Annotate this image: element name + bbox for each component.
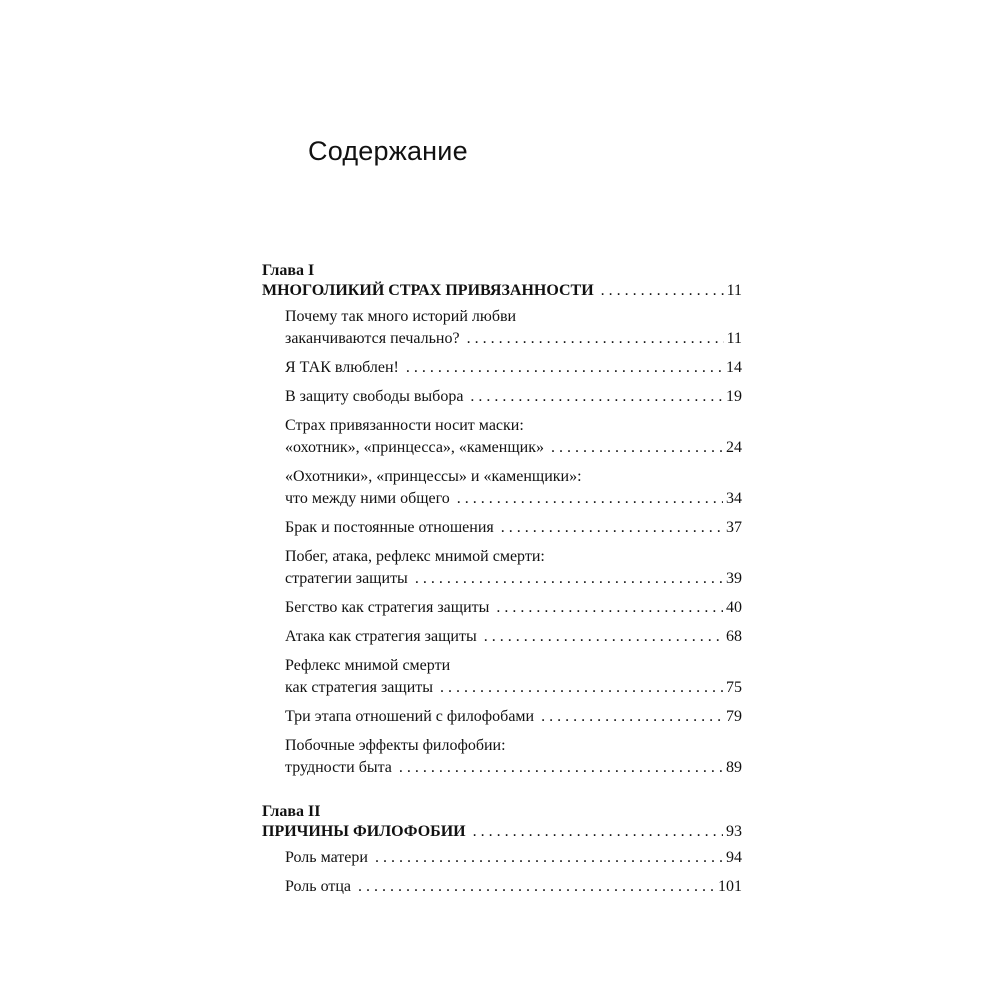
entry-text: Атака как стратегия защиты <box>285 628 477 645</box>
entry-text-line: Рефлекс мнимой смерти <box>285 657 451 674</box>
toc-entry[interactable] <box>262 466 742 510</box>
leader-dots <box>470 386 723 408</box>
page-number: 101 <box>718 878 742 895</box>
toc-entry[interactable] <box>262 517 742 539</box>
toc-entry[interactable] <box>262 357 742 379</box>
entry-text: Три этапа отношений с филофобами <box>285 708 535 725</box>
toc-entry[interactable] <box>262 847 742 869</box>
page-number: 68 <box>726 628 742 645</box>
leader-dots <box>496 597 723 619</box>
entry-text: Роль отца <box>285 878 352 895</box>
page-number: 79 <box>726 708 742 725</box>
chapter-title-line[interactable] <box>262 821 742 843</box>
entry-text-line: Побег, атака, рефлекс мнимой смерти: <box>285 548 545 565</box>
leader-dots <box>473 821 723 843</box>
entry-text: стратегии защиты <box>285 570 408 587</box>
entry-text: заканчиваются печально? <box>285 330 460 347</box>
chapter-title-line[interactable] <box>262 280 742 302</box>
entry-text-line: Страх привязанности носит маски: <box>285 417 524 434</box>
chapter-title: МНОГОЛИКИЙ СТРАХ ПРИВЯЗАННОСТИ <box>262 282 594 299</box>
leader-dots <box>501 517 723 539</box>
entry-text: что между ними общего <box>285 490 450 507</box>
page-number: 11 <box>726 282 742 299</box>
entry-text: «охотник», «принцесса», «каменщик» <box>285 439 544 456</box>
page-number: 11 <box>726 330 742 347</box>
toc-entry[interactable] <box>262 706 742 728</box>
page-number: 19 <box>726 388 742 405</box>
page-number: 37 <box>726 519 742 536</box>
page-number: 39 <box>726 570 742 587</box>
leader-dots <box>399 757 723 779</box>
page-number: 93 <box>726 823 742 840</box>
toc-entry[interactable] <box>262 415 742 459</box>
page-number: 94 <box>726 849 742 866</box>
toc-entry[interactable] <box>262 546 742 590</box>
entry-text: как стратегия защиты <box>285 679 434 696</box>
entry-text: Брак и постоянные отношения <box>285 519 494 536</box>
leader-dots <box>415 568 723 590</box>
leader-dots <box>601 280 724 302</box>
leader-dots <box>551 437 723 459</box>
entry-text: Роль матери <box>285 849 368 866</box>
leader-dots <box>375 847 723 869</box>
page-number: 89 <box>726 759 742 776</box>
chapter-title: ПРИЧИНЫ ФИЛОФОБИИ <box>262 823 466 840</box>
toc-entry[interactable] <box>262 876 742 898</box>
entry-text: Бегство как стратегия защиты <box>285 599 490 616</box>
toc-entry[interactable] <box>262 386 742 408</box>
toc-entry[interactable] <box>262 655 742 699</box>
leader-dots <box>467 328 724 350</box>
entry-text: В защиту свободы выбора <box>285 388 464 405</box>
entry-text-line: Побочные эффекты филофобии: <box>285 737 506 754</box>
leader-dots <box>457 488 723 510</box>
leader-dots <box>440 677 723 699</box>
page-number: 40 <box>726 599 742 616</box>
entry-text-line: Почему так много историй любви <box>285 308 517 325</box>
leader-dots <box>406 357 723 379</box>
page-number: 75 <box>726 679 742 696</box>
page-title: Содержание <box>308 136 468 166</box>
leader-dots <box>358 876 715 898</box>
entry-text: трудности быта <box>285 759 392 776</box>
toc-entry[interactable] <box>262 306 742 350</box>
chapter-label: Глава II <box>262 803 321 820</box>
page-number: 14 <box>726 359 742 376</box>
page-number: 24 <box>726 439 742 456</box>
leader-dots <box>541 706 723 728</box>
chapter-label: Глава I <box>262 262 315 279</box>
table-of-contents <box>262 262 742 922</box>
leader-dots <box>484 626 723 648</box>
chapter-1 <box>262 262 742 779</box>
entry-text-line: «Охотники», «принцессы» и «каменщики»: <box>285 468 582 485</box>
page-number: 34 <box>726 490 742 507</box>
toc-entry[interactable] <box>262 626 742 648</box>
entry-text: Я ТАК влюблен! <box>285 359 399 376</box>
chapter-2 <box>262 803 742 898</box>
toc-entry[interactable] <box>262 735 742 779</box>
toc-entry[interactable] <box>262 597 742 619</box>
